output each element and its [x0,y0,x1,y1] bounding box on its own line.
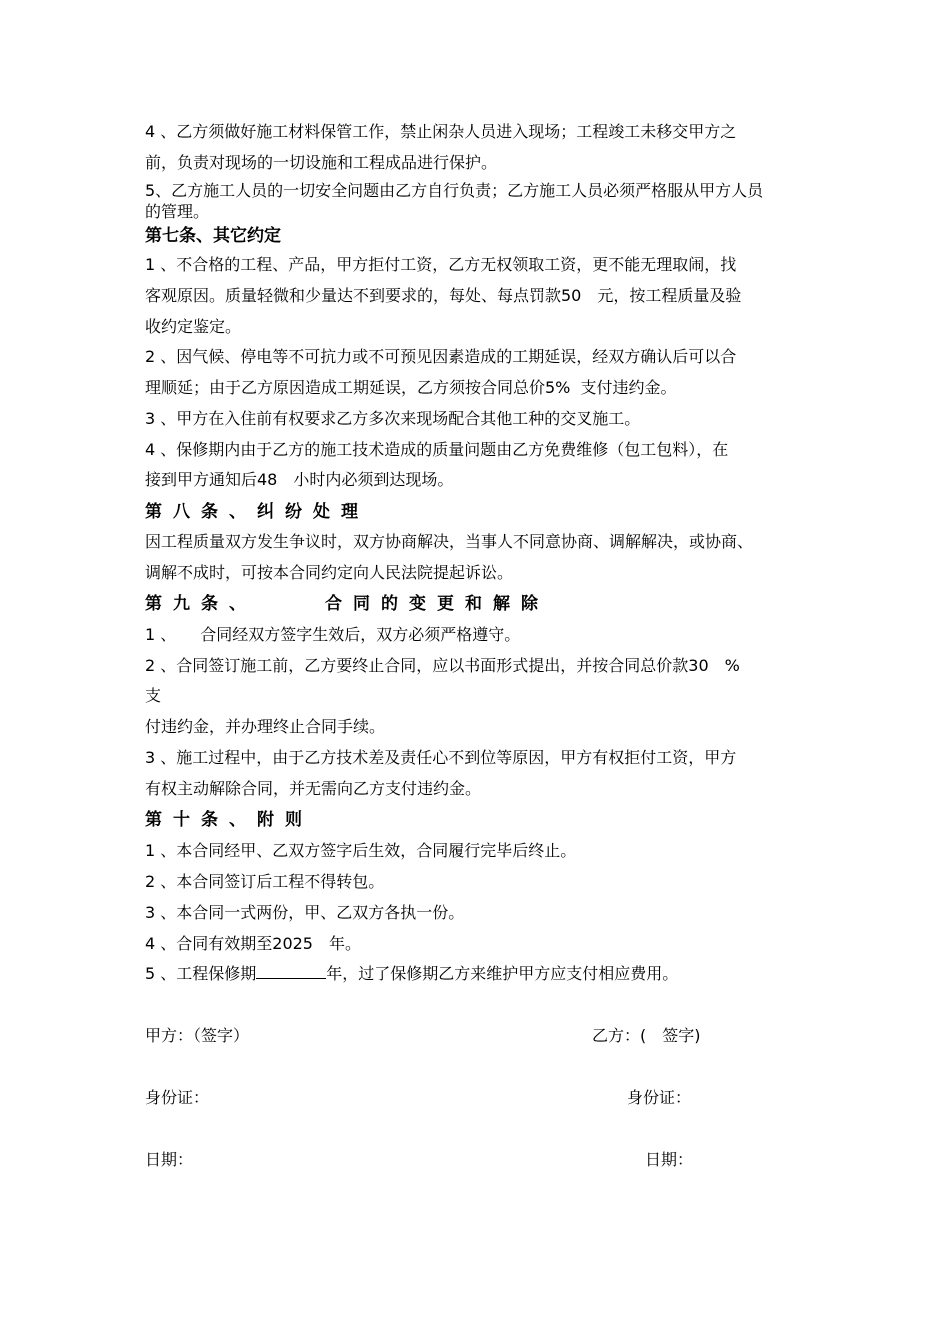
art10-item2: 2 、本合同签订后工程不得转包。 [145,872,385,891]
party-a-date-label: 日期： [145,1150,194,1169]
art9-item3-line2: 有权主动解除合同，并无需向乙方支付违约金。 [145,779,482,798]
art9-item2-line1: 2 、合同签订施工前，乙方要终止合同，应以书面形式提出，并按合同总价款30 % [145,656,740,675]
art10-item3: 3 、本合同一式两份，甲、乙双方各执一份。 [145,903,465,922]
art9-item1: 1 、 合同经双方签字生效后，双方必须严格遵守。 [145,625,521,644]
article7-heading: 第七条、其它约定 [145,226,281,246]
art7-item3: 3 、甲方在入住前有权要求乙方多次来现场配合其他工种的交叉施工。 [145,409,641,428]
article8-heading: 第八条、纠纷处理 [145,502,369,522]
art7-item4-line2: 接到甲方通知后48 小时内必须到达现场。 [145,470,454,489]
art9-item2-line2: 支 [145,686,162,705]
article9-heading-a: 第九条、 [145,594,257,614]
art10-item4: 4 、合同有效期至2025 年。 [145,934,361,953]
article10-heading: 第十条、附则 [145,810,313,830]
art9-item2-line3: 付违约金，并办理终止合同手续。 [145,717,386,736]
art8-text-line2: 调解不成时，可按本合同约定向人民法院提起诉讼。 [145,563,514,582]
art7-item2-line1: 2 、因气候、停电等不可抗力或不可预见因素造成的工期延误，经双方确认后可以合 [145,347,737,366]
art7-item2-line2: 理顺延；由于乙方原因造成工期延误，乙方须按合同总价5% 支付违约金。 [145,378,677,397]
party-b-id-label: 身份证： [627,1088,692,1107]
art6-item4-line1: 4 、乙方须做好施工材料保管工作，禁止闲杂人员进入现场；工程竣工未移交甲方之 [145,122,737,141]
party-b-signature-label: 乙方：( 签字) [592,1026,701,1045]
article9-heading-b: 合同的变更和解除 [325,594,549,614]
art10-item5 [145,964,678,984]
art6-item5-line1: 5、乙方施工人员的一切安全问题由乙方自行负责；乙方施工人员必须严格服从甲方人员 [145,181,764,200]
party-a-id-label: 身份证： [145,1088,210,1107]
art7-item1-line2: 客观原因。质量轻微和少量达不到要求的，每处、每点罚款50 元，按工程质量及验 [145,286,742,305]
art10-item5-prefix: 5 、工程保修期 [145,964,257,983]
warranty-years-blank [256,964,326,979]
art6-item4-line2: 前，负责对现场的一切设施和工程成品进行保护。 [145,153,498,172]
art10-item1: 1 、本合同经甲、乙双方签字后生效，合同履行完毕后终止。 [145,841,577,860]
art9-item3-line1: 3 、施工过程中，由于乙方技术差及责任心不到位等原因，甲方有权拒付工资，甲方 [145,748,737,767]
party-a-signature-label: 甲方：（签字） [145,1026,250,1045]
art7-item1-line1: 1 、不合格的工程、产品，甲方拒付工资，乙方无权领取工资，更不能无理取闹，找 [145,255,737,274]
party-b-date-label: 日期： [645,1150,694,1169]
art6-item5-line2: 的管理。 [145,202,210,221]
art10-item5-suffix: 年，过了保修期乙方来维护甲方应支付相应费用。 [326,964,679,983]
art7-item1-line3: 收约定鉴定。 [145,317,242,336]
art7-item4-line1: 4 、保修期内由于乙方的施工技术造成的质量问题由乙方免费维修（包工包料），在 [145,440,729,459]
art8-text-line1: 因工程质量双方发生争议时，双方协商解决，当事人不同意协商、调解解决，或协商、 [145,532,754,551]
